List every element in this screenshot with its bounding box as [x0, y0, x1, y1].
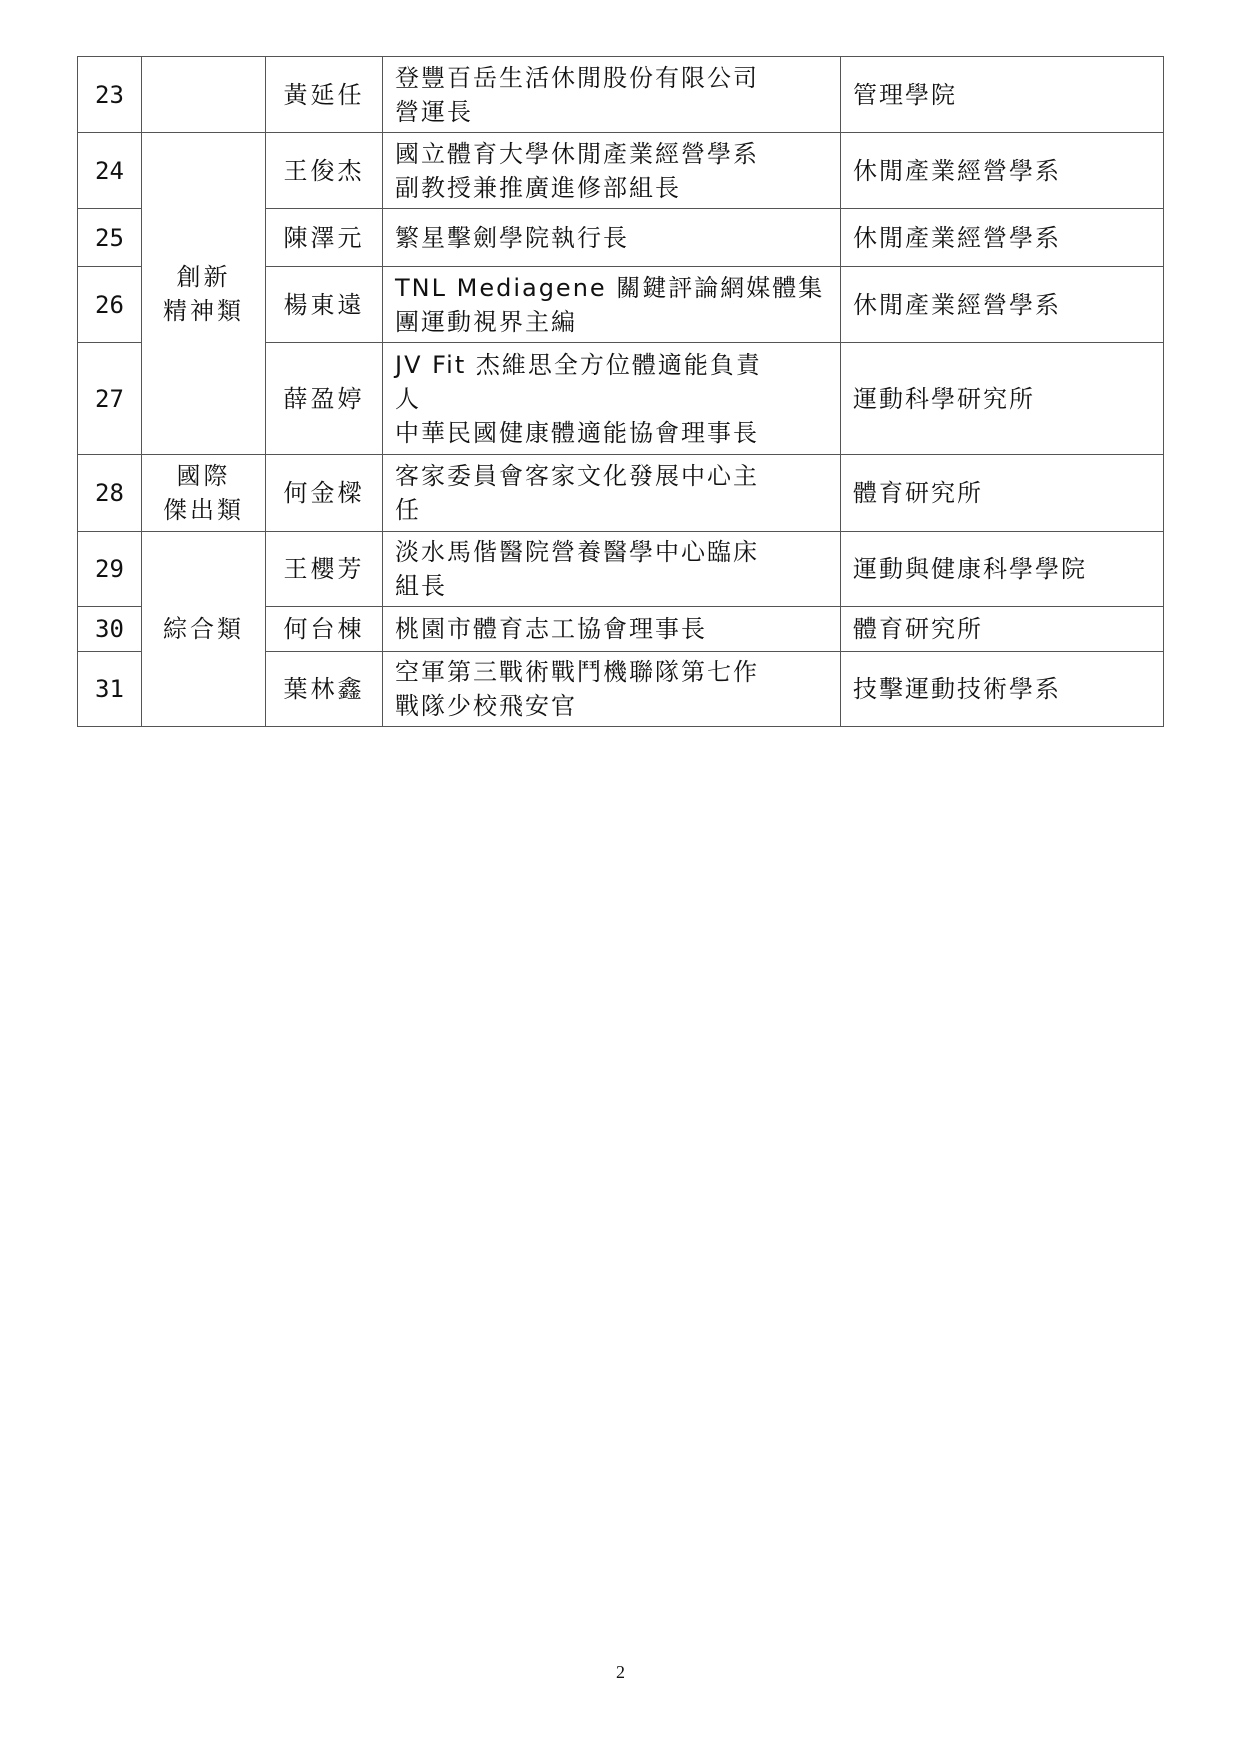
department: 休閒產業經營學系	[841, 209, 1164, 267]
organization-line: JV Fit 杰維思全方位體適能負責	[395, 350, 762, 379]
organization-line: 客家委員會客家文化發展中心主	[395, 462, 759, 490]
row-number: 27	[78, 343, 142, 455]
organization-title	[383, 607, 841, 652]
organization-line: 戰隊少校飛安官	[395, 692, 577, 720]
organization-line: 國立體育大學休閒產業經營學系	[395, 139, 759, 168]
organization-line: 組長	[395, 572, 447, 600]
organization-title	[383, 133, 841, 209]
organization-title	[383, 267, 841, 343]
page-number: 2	[616, 1662, 625, 1682]
awardee-name: 王俊杰	[266, 133, 383, 209]
category-line: 精神類	[163, 296, 244, 325]
department: 體育研究所	[841, 607, 1164, 652]
row-number: 28	[78, 455, 142, 532]
organization-line: 淡水馬偕醫院營養醫學中心臨床	[395, 538, 759, 566]
table-row	[78, 133, 1164, 209]
awardee-name: 楊東遠	[266, 267, 383, 343]
category-cell	[142, 532, 266, 727]
row-number: 30	[78, 607, 142, 652]
category-line: 傑出類	[163, 496, 244, 524]
category-line: 國際	[176, 462, 231, 490]
organization-title	[383, 343, 841, 455]
awardee-name: 黃延任	[266, 57, 383, 133]
organization-line: 團運動視界主編	[395, 307, 577, 336]
organization-line: 桃園市體育志工協會理事長	[395, 615, 707, 643]
table-row	[78, 455, 1164, 532]
category-cell	[142, 133, 266, 455]
organization-line: 空軍第三戰術戰鬥機聯隊第七作	[395, 658, 759, 686]
awardee-name: 薛盈婷	[266, 343, 383, 455]
table-row	[78, 532, 1164, 607]
awardee-name: 王櫻芳	[266, 532, 383, 607]
table-row	[78, 57, 1164, 133]
awardee-table	[77, 56, 1164, 727]
department: 運動與健康科學學院	[841, 532, 1164, 607]
organization-title	[383, 652, 841, 727]
awardee-name: 何金樑	[266, 455, 383, 532]
department: 休閒產業經營學系	[841, 267, 1164, 343]
row-number: 26	[78, 267, 142, 343]
row-number: 29	[78, 532, 142, 607]
organization-title	[383, 209, 841, 267]
organization-line: TNL Mediagene 關鍵評論網媒體集	[395, 273, 825, 302]
department: 技擊運動技術學系	[841, 652, 1164, 727]
organization-line: 登豐百岳生活休閒股份有限公司	[395, 63, 759, 92]
organization-line: 繁星擊劍學院執行長	[395, 223, 629, 252]
row-number: 31	[78, 652, 142, 727]
awardee-name: 陳澤元	[266, 209, 383, 267]
organization-line: 任	[395, 496, 421, 524]
awardee-name: 何台棟	[266, 607, 383, 652]
awardee-name: 葉林鑫	[266, 652, 383, 727]
department: 休閒產業經營學系	[841, 133, 1164, 209]
organization-title	[383, 455, 841, 532]
organization-line: 副教授兼推廣進修部組長	[395, 173, 681, 202]
organization-title	[383, 57, 841, 133]
category-line: 綜合類	[163, 615, 244, 643]
organization-title	[383, 532, 841, 607]
department: 體育研究所	[841, 455, 1164, 532]
row-number: 24	[78, 133, 142, 209]
row-number: 23	[78, 57, 142, 133]
organization-line: 營運長	[395, 97, 473, 126]
row-number: 25	[78, 209, 142, 267]
department: 管理學院	[841, 57, 1164, 133]
organization-line: 中華民國健康體適能協會理事長	[395, 418, 759, 447]
category-cell-empty	[142, 57, 266, 133]
organization-line: 人	[395, 384, 421, 413]
category-cell	[142, 455, 266, 532]
department: 運動科學研究所	[841, 343, 1164, 455]
category-line: 創新	[176, 262, 231, 291]
